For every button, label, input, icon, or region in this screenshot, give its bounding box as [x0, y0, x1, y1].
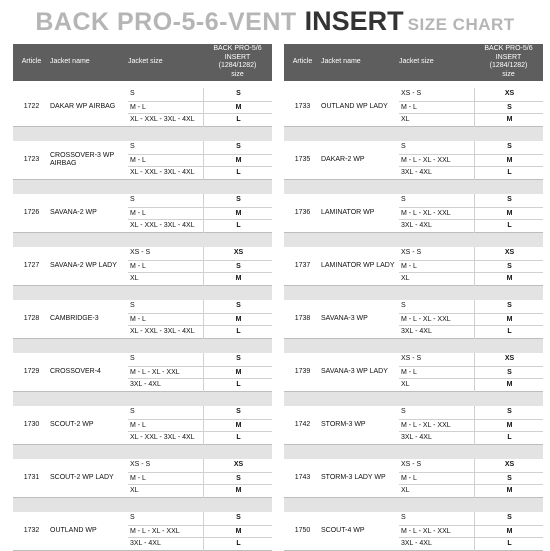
insert-size: S [203, 194, 273, 207]
jacket-size: XS - S [130, 249, 151, 256]
article-number: 1739 [294, 368, 311, 375]
size-table-left [13, 44, 272, 551]
jacket-size: S [401, 408, 406, 415]
table-row [128, 431, 272, 445]
article-group [284, 194, 543, 233]
jacket-name: SAVANA-2 WP [50, 209, 97, 216]
insert-size: XS [203, 247, 273, 260]
table-row [399, 484, 543, 498]
jacket-size: 3XL - 4XL [130, 540, 161, 548]
jacket-size: S [130, 408, 135, 415]
insert-size: M [203, 208, 273, 221]
insert-size: XS [474, 353, 544, 366]
article-number: 1733 [294, 103, 311, 110]
row-gap [284, 445, 543, 459]
insert-size: XS [474, 247, 544, 260]
insert-size: M [203, 367, 273, 380]
insert-size: S [474, 473, 544, 486]
article-group [13, 88, 272, 127]
insert-size: L [203, 379, 273, 392]
insert-size: M [203, 314, 273, 327]
table-row [128, 378, 272, 392]
insert-size: M [203, 526, 273, 539]
jacket-name: DAKAR WP AIRBAG [50, 103, 116, 110]
header-size-line2: INSERT [495, 53, 522, 61]
article-group [13, 300, 272, 339]
table-row [399, 459, 543, 472]
jacket-name: STORM-3 LADY WP [321, 474, 386, 481]
jacket-name: OUTLAND WP [50, 527, 97, 534]
jacket-name: SCOUT-2 WP LADY [50, 474, 114, 481]
article-group [284, 512, 543, 551]
table-row [128, 537, 272, 551]
table-row [128, 325, 272, 339]
jacket-name: LAMINATOR WP LADY [321, 262, 395, 269]
table-row [128, 459, 272, 472]
article-number: 1737 [294, 262, 311, 269]
jacket-size: S [401, 302, 406, 309]
header-insert-size [474, 45, 543, 79]
row-gap [284, 127, 543, 141]
table-row [128, 512, 272, 525]
jacket-size: S [401, 143, 406, 150]
table-row [399, 512, 543, 525]
jacket-size: 3XL - 4XL [401, 222, 432, 230]
header-size-line3: (1284/1282) [489, 62, 528, 69]
jacket-size: XL [401, 381, 410, 389]
insert-size: S [474, 141, 544, 154]
table-row [399, 113, 543, 127]
insert-size: L [203, 220, 273, 233]
insert-size: L [474, 167, 544, 180]
jacket-size: M - L [401, 368, 417, 376]
table-row [399, 88, 543, 101]
table-row [399, 537, 543, 551]
jacket-size: XL - XXL - 3XL - 4XL [130, 116, 195, 124]
article-group [284, 141, 543, 180]
insert-size: L [474, 326, 544, 339]
table-row [128, 166, 272, 180]
jacket-size: M - L - XL - XXL [130, 368, 180, 376]
title-size-chart: SIZE CHART [407, 15, 515, 34]
row-gap [13, 233, 272, 247]
header-size-line2: INSERT [224, 53, 251, 61]
table-row [128, 406, 272, 419]
insert-size: L [474, 432, 544, 445]
jacket-size: M - L - XL - XXL [401, 156, 451, 164]
insert-size: L [203, 326, 273, 339]
table-header [284, 44, 543, 81]
article-number: 1728 [23, 315, 40, 322]
jacket-size: XL - XXL - 3XL - 4XL [130, 169, 195, 177]
insert-size: M [474, 314, 544, 327]
jacket-size: XL [130, 487, 139, 495]
table-row [128, 353, 272, 366]
table-row [128, 113, 272, 127]
jacket-size: M - L [401, 262, 417, 270]
article-group [284, 88, 543, 127]
table-row [399, 472, 543, 486]
row-gap [13, 180, 272, 194]
jacket-size: 3XL - 4XL [401, 169, 432, 177]
insert-size: S [203, 406, 273, 419]
jacket-size: S [130, 196, 135, 203]
insert-size: S [474, 261, 544, 274]
table-row [128, 101, 272, 115]
table-row [128, 260, 272, 274]
article-group [13, 141, 272, 180]
jacket-name: STORM-3 WP [321, 421, 366, 428]
insert-size: S [203, 261, 273, 274]
insert-size: S [474, 406, 544, 419]
jacket-name: SCOUT-2 WP [50, 421, 94, 428]
table-row [399, 406, 543, 419]
row-gap [284, 392, 543, 406]
header-jacket-size: Jacket size [128, 58, 163, 65]
jacket-size: M - L [130, 474, 146, 482]
jacket-size: M - L [130, 103, 146, 111]
jacket-size: XS - S [401, 90, 422, 97]
insert-size: M [203, 155, 273, 168]
jacket-size: 3XL - 4XL [401, 540, 432, 548]
table-row [128, 300, 272, 313]
jacket-size: M - L - XL - XXL [401, 209, 451, 217]
insert-size: M [474, 485, 544, 498]
row-gap [13, 286, 272, 300]
insert-size: M [203, 102, 273, 115]
insert-size: S [203, 473, 273, 486]
jacket-name: OUTLAND WP LADY [321, 103, 388, 110]
jacket-size: M - L [130, 421, 146, 429]
row-gap [13, 127, 272, 141]
table-row [128, 472, 272, 486]
table-row [399, 247, 543, 260]
insert-size: S [474, 194, 544, 207]
jacket-name: LAMINATOR WP [321, 209, 375, 216]
header-size-line3: (1284/1282) [218, 62, 257, 69]
row-gap [284, 498, 543, 512]
row-gap [284, 286, 543, 300]
article-number: 1735 [294, 156, 311, 163]
table-row [128, 194, 272, 207]
insert-size: L [203, 167, 273, 180]
jacket-name: DAKAR-2 WP [321, 156, 365, 163]
article-group [284, 353, 543, 392]
table-row [128, 154, 272, 168]
table-row [399, 154, 543, 168]
table-row [399, 207, 543, 221]
jacket-size: M - L [401, 474, 417, 482]
jacket-size: XL [130, 275, 139, 283]
article-group [284, 247, 543, 286]
insert-size: M [474, 526, 544, 539]
row-gap [13, 81, 272, 88]
insert-size: L [474, 538, 544, 551]
table-row [128, 247, 272, 260]
header-size-line4: size [502, 70, 515, 78]
table-row [128, 525, 272, 539]
jacket-size: M - L [130, 315, 146, 323]
article-number: 1736 [294, 209, 311, 216]
jacket-size: M - L [130, 262, 146, 270]
jacket-size: M - L - XL - XXL [401, 421, 451, 429]
table-row [399, 300, 543, 313]
jacket-size: XS - S [401, 249, 422, 256]
header-size-line1: BACK PRO-5/6 [213, 45, 262, 52]
article-number: 1722 [23, 103, 40, 110]
jacket-size: XL - XXL - 3XL - 4XL [130, 328, 195, 336]
insert-size: M [203, 485, 273, 498]
header-size-line1: BACK PRO-5/6 [484, 45, 533, 52]
header-article: Article [292, 58, 313, 65]
article-number: 1730 [23, 421, 40, 428]
table-row [399, 194, 543, 207]
insert-size: M [203, 273, 273, 286]
article-number: 1738 [294, 315, 311, 322]
article-number: 1742 [294, 421, 311, 428]
insert-size: L [203, 432, 273, 445]
table-row [399, 141, 543, 154]
article-number: 1732 [23, 527, 40, 534]
table-row [399, 525, 543, 539]
jacket-size: M - L - XL - XXL [401, 527, 451, 535]
insert-size: S [203, 88, 273, 101]
table-row [128, 88, 272, 101]
row-gap [284, 339, 543, 353]
table-row [399, 419, 543, 433]
table-row [399, 325, 543, 339]
table-row [399, 101, 543, 115]
jacket-size: 3XL - 4XL [401, 328, 432, 336]
jacket-size: S [130, 514, 135, 521]
insert-size: M [474, 379, 544, 392]
jacket-size: M - L [401, 103, 417, 111]
jacket-size: S [130, 302, 135, 309]
jacket-name: SAVANA-3 WP LADY [321, 368, 388, 375]
insert-size: S [474, 102, 544, 115]
title-product: BACK PRO-5-6-VENT [35, 8, 297, 36]
insert-size: M [203, 420, 273, 433]
insert-size: S [203, 512, 273, 525]
header-jacket-name: Jacket name [50, 58, 90, 65]
jacket-size: M - L - XL - XXL [130, 527, 180, 535]
article-group [13, 194, 272, 233]
insert-size: S [203, 300, 273, 313]
jacket-size: XL [401, 116, 410, 124]
row-gap [284, 81, 543, 88]
header-jacket-name: Jacket name [321, 58, 361, 65]
article-number: 1726 [23, 209, 40, 216]
insert-size: S [474, 367, 544, 380]
jacket-size: S [130, 90, 135, 97]
jacket-size: XS - S [130, 461, 151, 468]
insert-size: M [474, 114, 544, 127]
table-row [128, 272, 272, 286]
jacket-size: XL - XXL - 3XL - 4XL [130, 222, 195, 230]
table-row [128, 366, 272, 380]
article-group [13, 353, 272, 392]
header-insert-size [203, 45, 272, 79]
table-row [399, 219, 543, 233]
table-row [399, 260, 543, 274]
jacket-size: S [401, 514, 406, 521]
article-number: 1743 [294, 474, 311, 481]
table-row [399, 378, 543, 392]
insert-size: L [203, 538, 273, 551]
insert-size: S [203, 353, 273, 366]
row-gap [13, 445, 272, 459]
row-gap [284, 233, 543, 247]
insert-size: XS [474, 88, 544, 101]
insert-size: S [203, 141, 273, 154]
insert-size: M [474, 155, 544, 168]
article-group [284, 406, 543, 445]
jacket-size: M - L [130, 156, 146, 164]
header-jacket-size: Jacket size [399, 58, 434, 65]
row-gap [13, 392, 272, 406]
jacket-size: XS - S [401, 461, 422, 468]
jacket-size: S [130, 143, 135, 150]
table-row [128, 207, 272, 221]
article-number: 1723 [23, 156, 40, 163]
insert-size: L [203, 114, 273, 127]
row-gap [13, 339, 272, 353]
header-size-line4: size [231, 70, 244, 78]
row-gap [284, 180, 543, 194]
jacket-size: 3XL - 4XL [401, 434, 432, 442]
article-group [284, 459, 543, 498]
table-row [399, 272, 543, 286]
jacket-size: M - L - XL - XXL [401, 315, 451, 323]
article-group [13, 247, 272, 286]
insert-size: M [474, 208, 544, 221]
title-insert: INSERT [304, 6, 404, 36]
jacket-name: SCOUT-4 WP [321, 527, 365, 534]
jacket-size: M - L [130, 209, 146, 217]
table-row [399, 431, 543, 445]
insert-size: S [474, 512, 544, 525]
header-article: Article [21, 58, 42, 65]
insert-size: M [474, 273, 544, 286]
table-row [128, 313, 272, 327]
jacket-name: SAVANA-2 WP LADY [50, 262, 117, 269]
jacket-name: SAVANA-3 WP [321, 315, 368, 322]
insert-size: L [474, 220, 544, 233]
article-group [13, 459, 272, 498]
table-row [399, 353, 543, 366]
table-row [399, 366, 543, 380]
article-group [13, 512, 272, 551]
jacket-size: XL [401, 487, 410, 495]
table-row [128, 219, 272, 233]
article-number: 1750 [294, 527, 311, 534]
jacket-name: CROSSOVER-4 [50, 368, 101, 375]
article-number: 1731 [23, 474, 40, 481]
jacket-name: CAMBRIDGE-3 [50, 315, 99, 322]
article-number: 1727 [23, 262, 40, 269]
table-row [128, 141, 272, 154]
jacket-size: XL [401, 275, 410, 283]
jacket-size: S [130, 355, 135, 362]
table-header [13, 44, 272, 81]
jacket-size: XL - XXL - 3XL - 4XL [130, 434, 195, 442]
jacket-size: S [401, 196, 406, 203]
insert-size: XS [474, 459, 544, 472]
article-group [13, 406, 272, 445]
article-number: 1729 [23, 368, 40, 375]
jacket-size: 3XL - 4XL [130, 381, 161, 389]
table-row [128, 484, 272, 498]
insert-size: M [474, 420, 544, 433]
chart-title [0, 6, 550, 40]
insert-size: XS [203, 459, 273, 472]
article-group [284, 300, 543, 339]
jacket-name: CROSSOVER-3 WP AIRBAG [50, 152, 115, 167]
row-gap [13, 498, 272, 512]
insert-size: S [474, 300, 544, 313]
size-table-right [284, 44, 543, 551]
table-row [399, 166, 543, 180]
table-row [399, 313, 543, 327]
table-row [128, 419, 272, 433]
jacket-size: XS - S [401, 355, 422, 362]
